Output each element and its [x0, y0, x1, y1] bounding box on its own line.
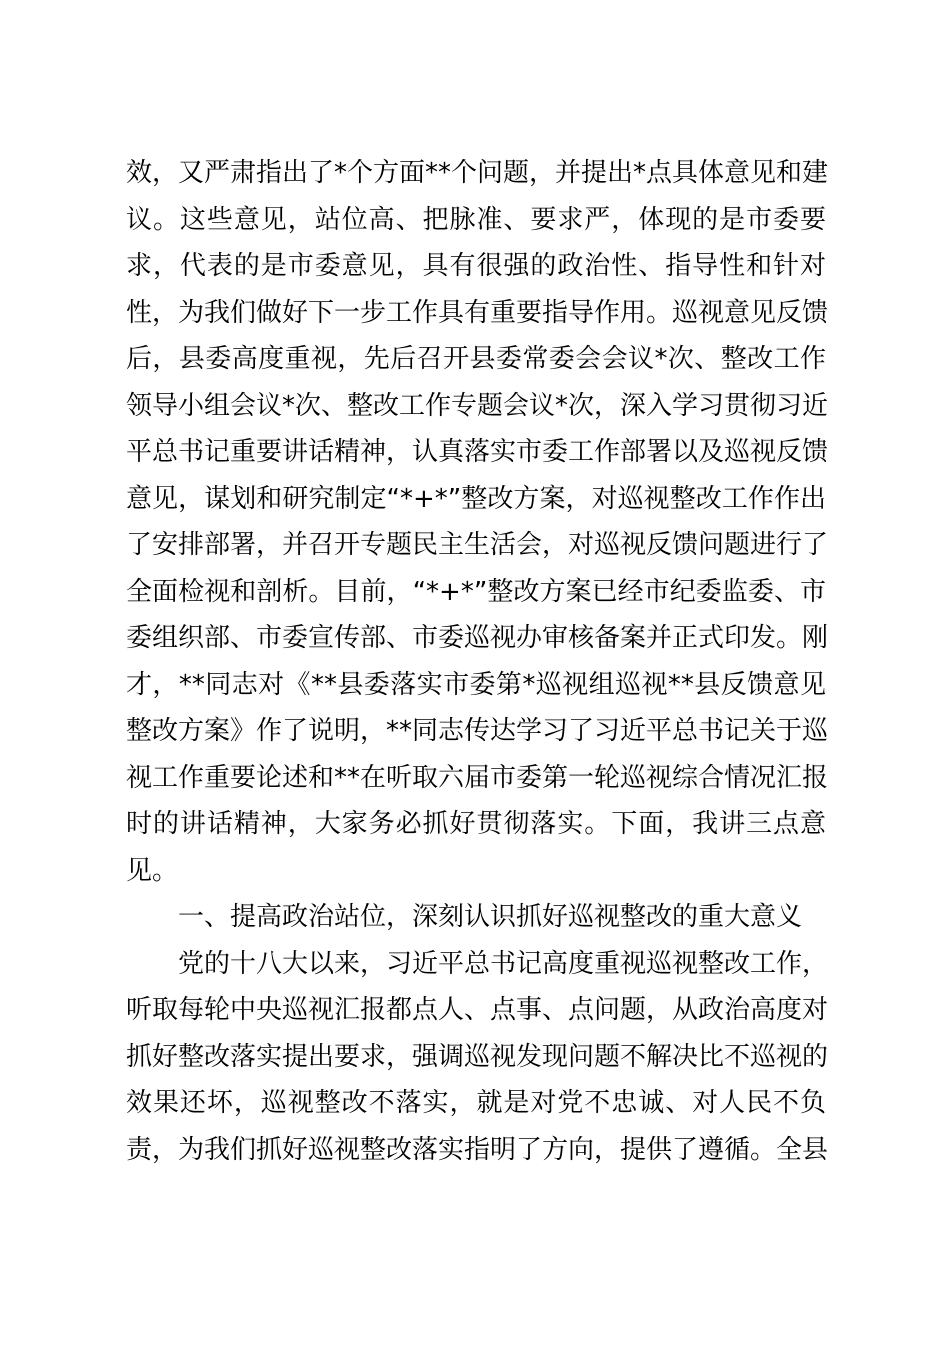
- text-line: 效，又严肃指出了*个方面**个问题，并提出*点具体意见和建: [126, 158, 829, 188]
- text-line: 抓好整改落实提出要求，强调巡视发现问题不解决比不巡视的: [126, 1041, 829, 1072]
- text-line: 责，为我们抓好巡视整改落实指明了方向，提供了遵循。全县: [126, 1134, 829, 1165]
- text-line: 委组织部、市委宣传部、市委巡视办审核备案并正式印发。刚: [126, 623, 829, 653]
- text-line: 后，县委高度重视，先后召开县委常委会会议*次、整改工作: [126, 344, 826, 374]
- text-line: 听取每轮中央巡视汇报都点人、点事、点问题，从政治高度对: [126, 995, 829, 1025]
- text-line: 议。这些意见，站位高、把脉准、要求严，体现的是市委要: [126, 204, 826, 235]
- paragraph-2: [126, 941, 829, 1174]
- text-line: 了安排部署，并召开专题民主生活会，对巡视反馈问题进行了: [126, 530, 829, 560]
- section-heading: 一、提高政治站位，深刻认识抓好巡视整改的重大意义: [178, 902, 803, 932]
- text-line: 整改方案》作了说明，**同志传达学习了习近平总书记关于巡: [126, 716, 829, 746]
- paragraph-1: [126, 150, 829, 894]
- document-body: [126, 150, 829, 1173]
- text-line: 求，代表的是市委意见，具有很强的政治性、指导性和针对: [126, 251, 826, 281]
- text-line: 领导小组会议*次、整改工作专题会议*次，深入学习贯彻习近: [126, 390, 829, 421]
- text-line: 平总书记重要讲话精神，认真落实市委工作部署以及巡视反馈: [126, 437, 829, 467]
- text-line: 全面检视和剖析。目前，“*+*”整改方案已经市纪委监委、市: [126, 576, 826, 607]
- text-line: 意见，谋划和研究制定“*+*”整改方案，对巡视整改工作作出: [126, 483, 826, 514]
- text-line: 效果还坏，巡视整改不落实，就是对党不忠诚、对人民不负: [126, 1088, 826, 1118]
- text-line: 时的讲话精神，大家务必抓好贯彻落实。下面，我讲三点意: [126, 809, 826, 839]
- text-line: 才，**同志对《**县委落实市委第*巡视组巡视**县反馈意见: [126, 669, 826, 700]
- text-line: 见。: [126, 855, 179, 886]
- text-line: 视工作重要论述和**在听取六届市委第一轮巡视综合情况汇报: [126, 762, 829, 793]
- text-line: 党的十八大以来，习近平总书记高度重视巡视整改工作，: [178, 948, 829, 979]
- text-line: 性，为我们做好下一步工作具有重要指导作用。巡视意见反馈: [126, 297, 829, 328]
